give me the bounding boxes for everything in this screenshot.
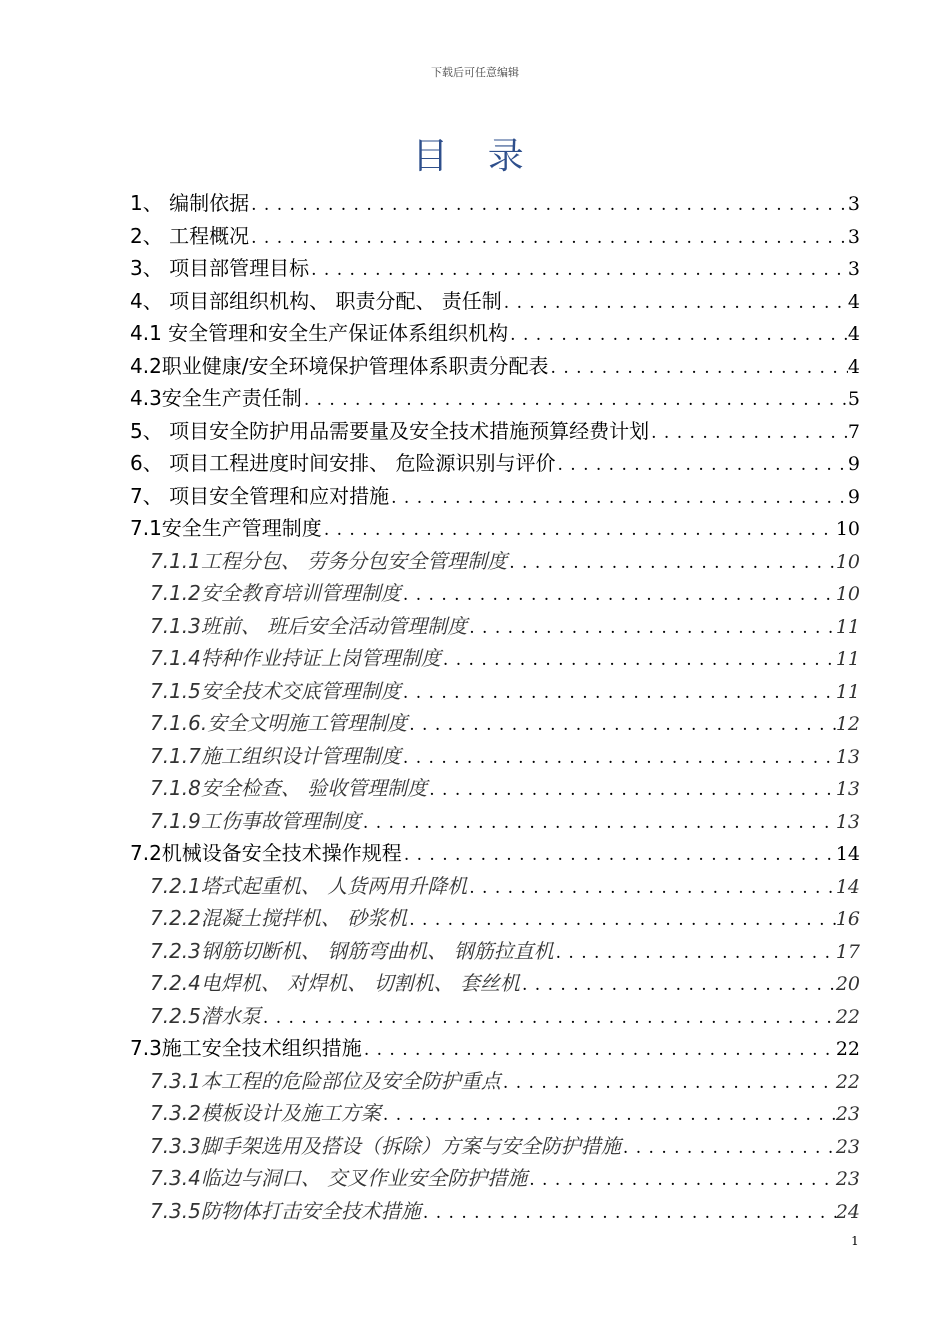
toc-entry-label: 7.1.9工伤事故管理制度 [150, 808, 361, 833]
toc-title: 目 录 [412, 136, 538, 177]
toc-entry-page: 17 [835, 940, 860, 963]
toc-leader-dots [421, 1197, 836, 1228]
toc-leader-dots [407, 904, 836, 935]
toc-entry-page: 11 [835, 648, 860, 670]
toc-entry-label: 7.3.1本工程的危险部位及安全防护重点 [150, 1068, 501, 1093]
toc-entry[interactable] [130, 642, 860, 675]
toc-entry-label: 7.2.2混凝土搅拌机、 砂浆机 [150, 906, 408, 930]
toc-entry-label: 4.3安全生产责任制 [130, 386, 302, 410]
toc-entry-label: 7.2.5潜水泵 [150, 1003, 261, 1028]
toc-entry[interactable] [130, 415, 860, 448]
toc-entry-label: 4.1 安全管理和安全生产保证体系组织机构 [130, 321, 509, 345]
toc-entry-page: 22 [835, 1070, 860, 1093]
toc-entry[interactable] [130, 285, 860, 318]
toc-entry-label: 7.3.2模板设计及施工方案 [150, 1101, 381, 1125]
toc-entry[interactable] [130, 1097, 860, 1130]
toc-entry-label: 7.1.7施工组织设计管理制度 [150, 743, 401, 768]
toc-leader-dots [467, 612, 836, 643]
toc-entry-page: 14 [835, 875, 860, 898]
toc-leader-dots [249, 222, 848, 253]
toc-entry-page: 13 [835, 810, 860, 833]
toc-leader-dots [467, 872, 836, 903]
toc-entry[interactable] [130, 545, 860, 578]
toc-entry-page: 4 [847, 290, 860, 313]
toc-entry-page: 23 [835, 1168, 860, 1190]
toc-entry-page: 14 [835, 843, 860, 865]
table-of-contents [130, 187, 860, 1227]
toc-entry-page: 7 [847, 420, 860, 443]
toc-entry-label: 7.1.1工程分包、 劳务分包安全管理制度 [150, 548, 508, 573]
toc-entry-label: 7.1.4特种作业持证上岗管理制度 [150, 646, 441, 670]
toc-leader-dots [520, 969, 836, 1000]
toc-entry-label: 7.3.3脚手架选用及搭设（拆除）方案与安全防护措施 [150, 1133, 621, 1158]
toc-entry-page: 4 [847, 355, 860, 378]
toc-leader-dots [502, 287, 848, 318]
toc-entry-page: 3 [847, 193, 860, 215]
toc-entry-page: 23 [835, 1135, 860, 1158]
toc-entry-page: 22 [835, 1038, 860, 1060]
toc-leader-dots [302, 384, 848, 415]
toc-leader-dots [381, 1099, 836, 1130]
toc-leader-dots [554, 937, 836, 968]
toc-entry-page: 4 [847, 323, 860, 345]
toc-leader-dots [402, 839, 836, 870]
toc-entry-label: 7.1安全生产管理制度 [130, 516, 322, 540]
toc-leader-dots [427, 774, 836, 805]
toc-entry[interactable] [130, 1000, 860, 1033]
toc-entry[interactable] [130, 1130, 860, 1163]
toc-leader-dots [527, 1164, 836, 1195]
toc-entry-label: 7.3.4临边与洞口、 交叉作业安全防护措施 [150, 1166, 528, 1190]
toc-entry-page: 5 [847, 388, 860, 410]
toc-entry-label: 7.2.1塔式起重机、 人货两用升降机 [150, 873, 468, 898]
toc-entry-page: 16 [835, 908, 860, 930]
toc-entry-label: 6、 项目工程进度时间安排、 危险源识别与评价 [130, 451, 556, 475]
toc-leader-dots [508, 319, 848, 350]
toc-entry[interactable] [130, 447, 860, 480]
toc-leader-dots [249, 189, 848, 220]
toc-entry-page: 10 [835, 583, 860, 605]
toc-entry[interactable] [130, 220, 860, 253]
toc-entry-label: 7、 项目安全管理和应对措施 [130, 483, 390, 508]
toc-entry[interactable] [130, 967, 860, 1000]
toc-leader-dots [309, 254, 848, 285]
toc-leader-dots [401, 742, 836, 773]
toc-entry-page: 13 [835, 745, 860, 768]
toc-entry[interactable] [130, 805, 860, 838]
toc-entry[interactable] [130, 935, 860, 968]
toc-entry-page: 22 [835, 1005, 860, 1028]
toc-entry[interactable] [130, 187, 860, 220]
toc-entry-label: 4.2职业健康/安全环境保护管理体系职责分配表 [130, 353, 549, 378]
toc-entry-label: 3、 项目部管理目标 [130, 256, 310, 280]
toc-entry-label: 7.2机械设备安全技术操作规程 [130, 841, 402, 865]
toc-entry-page: 20 [835, 973, 860, 995]
toc-entry-label: 7.2.4电焊机、 对焊机、 切割机、 套丝机 [150, 971, 520, 995]
page-number: 1 [851, 1234, 859, 1248]
toc-leader-dots [362, 1034, 836, 1065]
toc-entry-page: 9 [847, 485, 860, 508]
toc-entry[interactable] [130, 870, 860, 903]
toc-leader-dots [621, 1132, 836, 1163]
toc-leader-dots [322, 514, 836, 545]
toc-leader-dots [649, 417, 848, 448]
toc-entry[interactable] [130, 707, 860, 740]
toc-leader-dots [361, 807, 836, 838]
toc-entry-page: 10 [835, 518, 860, 540]
toc-entry[interactable] [130, 1195, 860, 1228]
toc-entry[interactable] [130, 772, 860, 805]
toc-entry[interactable] [130, 1162, 860, 1195]
toc-entry[interactable] [130, 350, 860, 383]
toc-leader-dots [501, 1067, 836, 1098]
toc-entry-label: 7.1.5安全技术交底管理制度 [150, 678, 401, 703]
toc-entry-label: 7.1.8安全检查、 验收管理制度 [150, 776, 428, 800]
toc-leader-dots [401, 677, 836, 708]
toc-leader-dots [507, 547, 836, 578]
toc-entry-label: 2、 工程概况 [130, 223, 250, 248]
toc-leader-dots [261, 1002, 836, 1033]
toc-entry-page: 3 [847, 258, 860, 280]
toc-entry-label: 7.1.6.安全文明施工管理制度 [150, 711, 408, 735]
toc-entry-page: 24 [835, 1200, 860, 1223]
toc-leader-dots [441, 644, 836, 675]
toc-entry[interactable] [130, 675, 860, 708]
toc-entry[interactable] [130, 512, 860, 545]
toc-entry-page: 9 [847, 453, 860, 475]
toc-leader-dots [389, 482, 848, 513]
toc-entry[interactable] [130, 317, 860, 350]
toc-leader-dots [407, 709, 836, 740]
toc-entry-page: 11 [835, 680, 860, 703]
toc-entry-page: 3 [847, 225, 860, 248]
toc-entry-page: 13 [835, 778, 860, 800]
toc-entry-label: 7.2.3钢筋切断机、 钢筋弯曲机、 钢筋拉直机 [150, 938, 554, 963]
header-note: 下载后可任意编辑 [431, 66, 519, 79]
toc-entry-label: 7.3施工安全技术组织措施 [130, 1036, 362, 1060]
toc-entry[interactable] [130, 480, 860, 513]
toc-entry-page: 11 [835, 615, 860, 638]
toc-entry[interactable] [130, 837, 860, 870]
toc-entry[interactable] [130, 610, 860, 643]
toc-entry-label: 4、 项目部组织机构、 职责分配、 责任制 [130, 288, 502, 313]
toc-leader-dots [401, 579, 836, 610]
toc-entry[interactable] [130, 902, 860, 935]
toc-entry-label: 7.3.5防物体打击安全技术措施 [150, 1198, 421, 1223]
toc-entry-label: 5、 项目安全防护用品需要量及安全技术措施预算经费计划 [130, 418, 650, 443]
toc-leader-dots [549, 352, 848, 383]
toc-entry[interactable] [130, 577, 860, 610]
toc-entry[interactable] [130, 382, 860, 415]
toc-entry[interactable] [130, 252, 860, 285]
toc-entry-label: 7.1.2安全教育培训管理制度 [150, 581, 401, 605]
toc-entry[interactable] [130, 740, 860, 773]
toc-entry[interactable] [130, 1065, 860, 1098]
toc-entry[interactable] [130, 1032, 860, 1065]
toc-leader-dots [555, 449, 847, 480]
toc-entry-page: 23 [835, 1103, 860, 1125]
toc-entry-page: 12 [835, 713, 860, 735]
toc-entry-label: 7.1.3班前、 班后安全活动管理制度 [150, 613, 468, 638]
toc-entry-page: 10 [835, 550, 860, 573]
toc-entry-label: 1、 编制依据 [130, 191, 250, 215]
